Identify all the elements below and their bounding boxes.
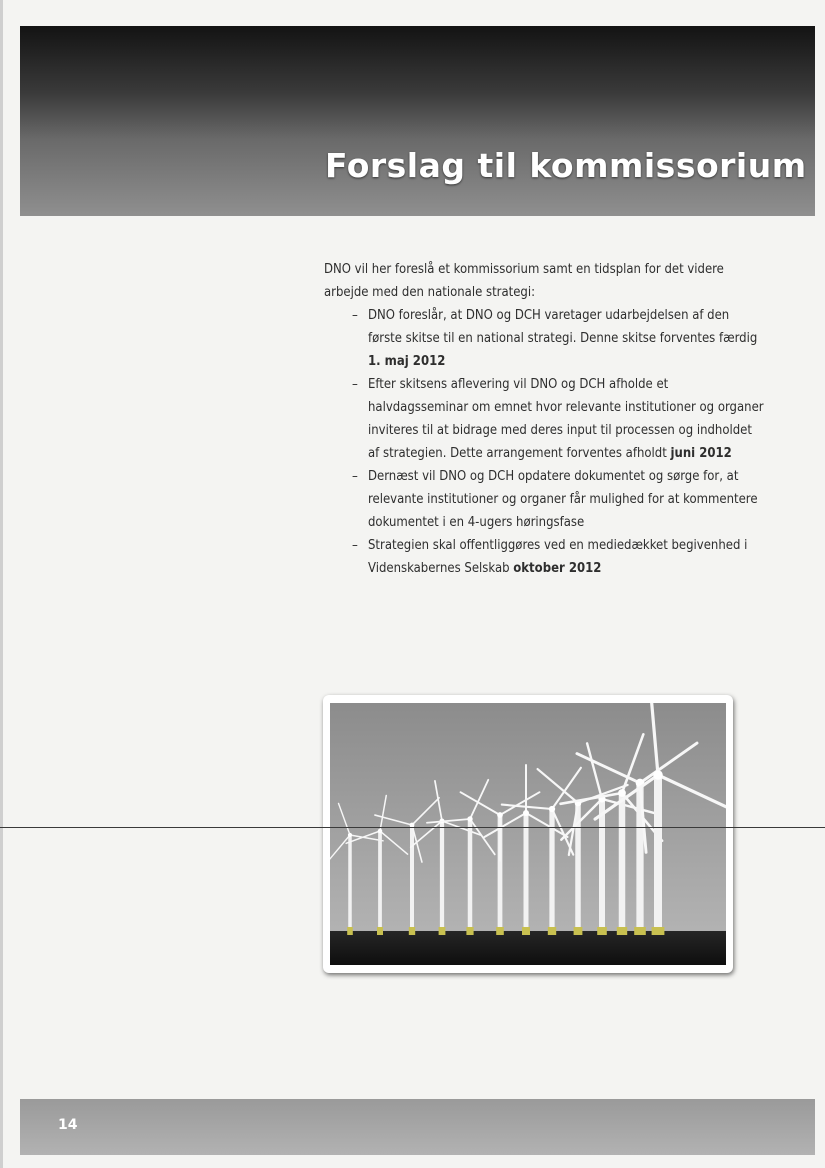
turbine-base: [496, 927, 504, 935]
turbine-tower: [619, 793, 626, 935]
photo-frame: [323, 695, 733, 973]
turbine-tower: [348, 835, 352, 935]
page-edge: [0, 0, 3, 1168]
intro-paragraph: DNO vil her foreslå et kommissorium samt en tidsplan for det videre arbejde med den nationale strategi:: [324, 262, 724, 300]
turbine-tower: [524, 813, 529, 935]
header-band: [20, 26, 815, 216]
turbine-base: [634, 927, 646, 935]
page-number: 14: [58, 1117, 78, 1133]
list-item-text: Strategien skal offentliggøres ved en mediedækket begivenhed i Videnskabernes Selskab: [368, 538, 748, 576]
turbine-hub: [549, 806, 555, 812]
turbine-base: [597, 927, 607, 935]
turbine-hub: [467, 816, 472, 821]
list-item-date: juni 2012: [670, 446, 732, 461]
list-item: [352, 373, 764, 465]
turbine-tower: [440, 821, 444, 935]
turbine-tower: [468, 819, 473, 935]
list-item-text: Efter skitsens aflevering vil DNO og DCH afholde et halvdagsseminar om emnet hvor relevante institutioner og organer inviteres til at bidrage med deres input til processen og indholdet af strategien. Dette arrangement forventes afholdt: [368, 377, 764, 461]
list-item-date: 1. maj 2012: [368, 354, 446, 369]
turbine-base: [548, 927, 556, 935]
list-item: [352, 304, 764, 373]
turbine-base: [466, 927, 473, 935]
turbine-hub: [497, 812, 503, 818]
footer-band: [20, 1099, 815, 1155]
dash-marker: –: [352, 538, 358, 553]
list-item: [352, 534, 764, 580]
turbine-tower: [599, 799, 605, 935]
turbine-hub: [653, 770, 663, 780]
turbine-hub: [348, 833, 352, 837]
turbine-tower: [378, 831, 382, 935]
turbine-base: [439, 927, 446, 935]
scan-line: [0, 827, 825, 828]
page-title: Forslag til kommissorium: [325, 146, 807, 185]
turbine-hub: [523, 810, 529, 816]
turbine-base: [617, 927, 627, 935]
turbine-base: [377, 927, 383, 935]
turbine-base: [409, 927, 415, 935]
turbine-hub: [618, 789, 626, 797]
turbine-hub: [378, 829, 383, 834]
list-item-text: DNO foreslår, at DNO og DCH varetager udarbejdelsen af den første skitse til en national strategi. Denne skitse forventes færdig: [368, 308, 758, 346]
list-item-date: oktober 2012: [513, 561, 602, 576]
turbine-base: [347, 927, 353, 935]
body-content: [324, 258, 764, 580]
dash-marker: –: [352, 308, 358, 323]
list-item-text: Dernæst vil DNO og DCH opdatere dokumentet og sørge for, at relevante institutioner og organer får mulighed for at kommentere dokumentet i en 4-ugers høringsfase: [368, 469, 758, 530]
dash-marker: –: [352, 469, 358, 484]
schedule-list: [324, 304, 764, 580]
dash-marker: –: [352, 377, 358, 392]
turbine-base: [574, 927, 583, 935]
turbine-base: [652, 927, 665, 935]
list-item: [352, 465, 764, 534]
turbine-base: [522, 927, 530, 935]
turbine-tower: [410, 825, 414, 935]
wind-turbines-photo: [330, 703, 726, 965]
turbine-tower: [654, 775, 662, 935]
